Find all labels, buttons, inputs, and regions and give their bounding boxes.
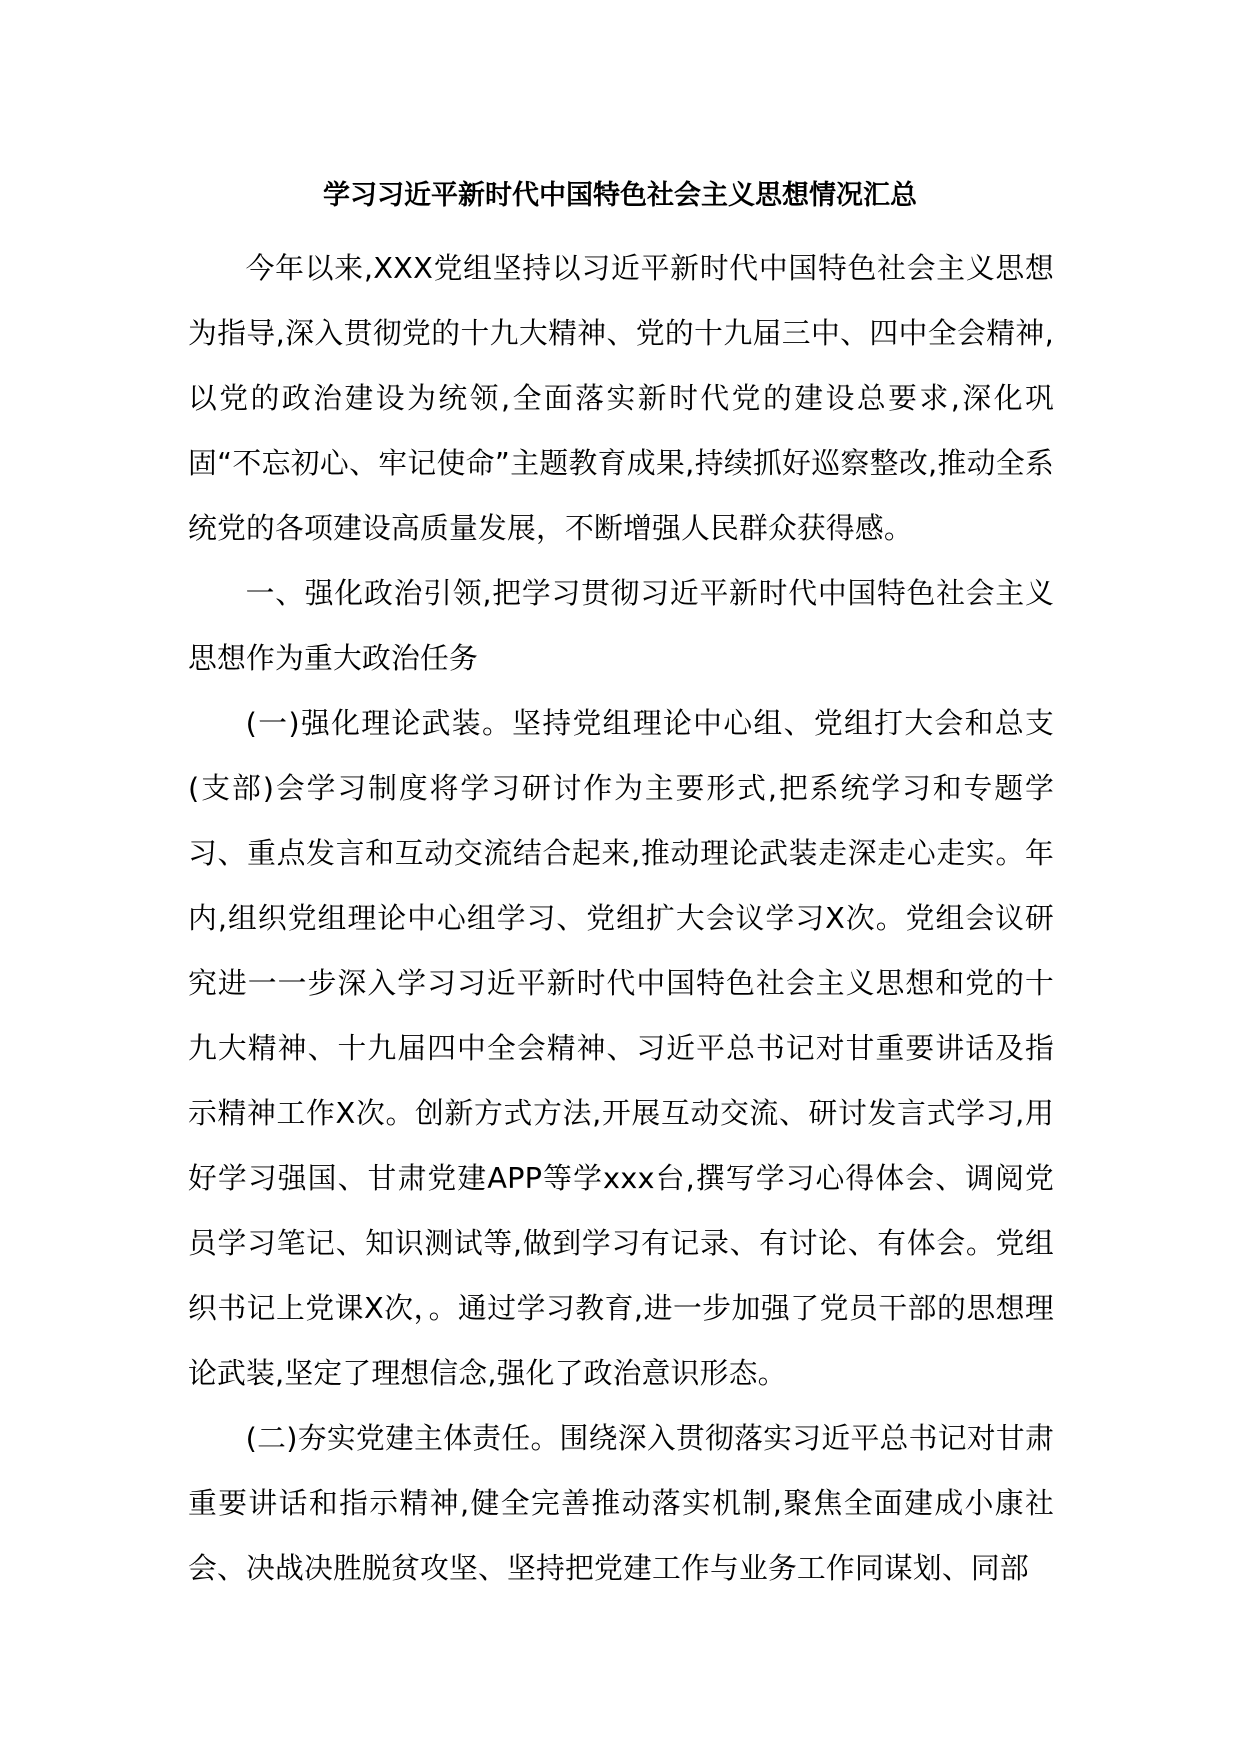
paragraph-intro: 今年以来,XXX党组坚持以习近平新时代中国特色社会主义思想为指导,深入贯彻党的十九大精神、党的十九届三中、四中全会精神,以党的政治建设为统领,全面落实新时代党的建设总要求,深化巩固“不忘初心、牢记使命”主题教育成果,持续抓好巡察整改,推动全系统党的各项建设高质量发展，不断增强人民群众获得感。 [188, 251, 1054, 545]
section-heading-1: 一、强化政治引领,把学习贯彻习近平新时代中国特色社会主义思想作为重大政治任务 [188, 576, 1054, 675]
document-body [188, 236, 1054, 1601]
paragraph-party-responsibility: (二)夯实党建主体责任。围绕深入贯彻落实习近平总书记对甘肃重要讲话和指示精神,健全完善推动落实机制,聚焦全面建成小康社会、决战决胜脱贫攻坚、坚持把党建工作与业务工作同谋划、同部 [188, 1421, 1054, 1585]
document-title: 学习习近平新时代中国特色社会主义思想情况汇总 [323, 180, 917, 211]
paragraph-theory-armament: (一)强化理论武装。坚持党组理论中心组、党组打大会和总支(支部)会学习制度将学习研讨作为主要形式,把系统学习和专题学习、重点发言和互动交流结合起来,推动理论武装走深走心走实。年内,组织党组理论中心组学习、党组扩大会议学习X次。党组会议研究进一一步深入学习习近平新时代中国特色社会主义思想和党的十九大精神、十九届四中全会精神、习近平总书记对甘重要讲话及指示精神工作X次。创新方式方法,开展互动交流、研讨发言式学习,用好学习强国、甘肃党建APP等学xxx台,撰写学习心得体会、调阅党员学习笔记、知识测试等,做到学习有记录、有讨论、有体会。党组织书记上党课X次，。通过学习教育,进一步加强了党员干部的思想理论武装,坚定了理想信念,强化了政治意识形态。 [188, 706, 1054, 1390]
